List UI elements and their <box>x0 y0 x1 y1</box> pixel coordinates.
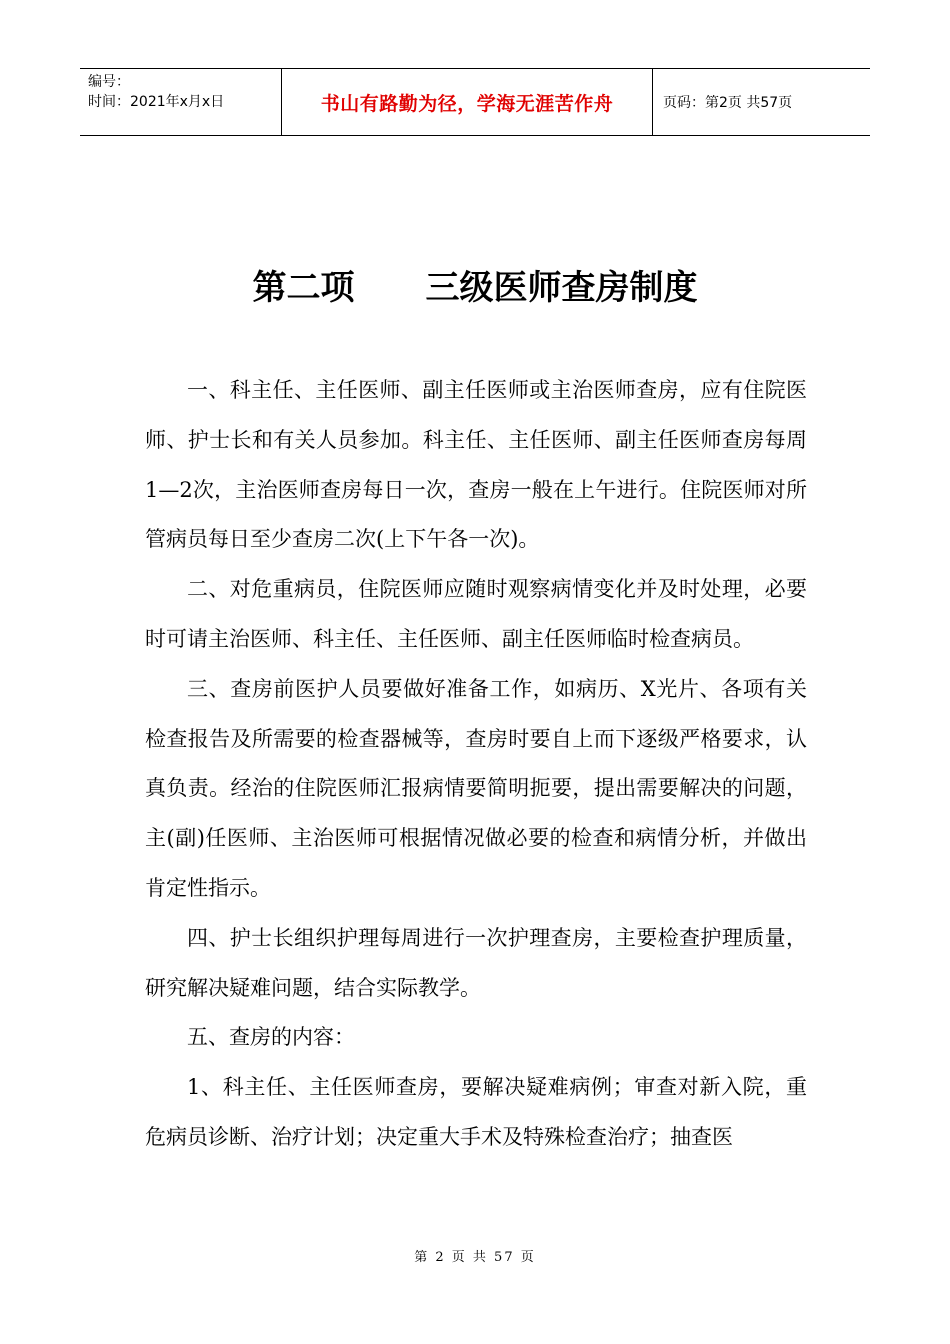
paragraph-2: 二、对危重病员，住院医师应随时观察病情变化并及时处理，必要时可请主治医师、科主任、主任医师、副主任医师临时检查病员。 <box>145 577 807 651</box>
paragraph-5: 五、查房的内容： <box>187 1025 355 1050</box>
page-footer: 第 2 页 共 57 页 <box>414 1250 536 1265</box>
header-motto: 书山有路勤为径，学海无涯苦作舟 <box>281 69 653 135</box>
document-number-label: 编号： <box>88 74 130 90</box>
header-page-info: 页码：第2页 共57页 <box>663 95 793 111</box>
paragraph-3: 三、查房前医护人员要做好准备工作，如病历、X光片、各项有关检查报告及所需要的检查器械等，查房时要自上而下逐级严格要求，认真负责。经治的住院医师汇报病情要简明扼要，提出需要解决的问题，主(副)任医师、主治医师可根据情况做必要的检查和病情分析，并做出肯定性指示。 <box>145 676 807 900</box>
document-header <box>80 68 870 136</box>
document-title: 第二项 三级医师查房制度 <box>252 268 698 308</box>
document-body <box>145 366 807 1163</box>
paragraph-4: 四、护士长组织护理每周进行一次护理查房，主要检查护理质量，研究解决疑难问题，结合实际教学。 <box>145 925 807 1000</box>
paragraph-1: 一、科主任、主任医师、副主任医师或主治医师查房，应有住院医师、护士长和有关人员参加。科主任、主任医师、副主任医师查房每周1—2次，主治医师查房每日一次，查房一般在上午进行。住院医师对所管病员每日至少查房二次(上下午各一次)。 <box>145 378 807 552</box>
header-meta-cell <box>80 69 281 135</box>
document-time-label: 时间：2021年x月x日 <box>88 94 225 110</box>
paragraph-6: 1、科主任、主任医师查房，要解决疑难病例；审查对新入院，重危病员诊断、治疗计划；决定重大手术及特殊检查治疗；抽查医 <box>145 1075 807 1149</box>
